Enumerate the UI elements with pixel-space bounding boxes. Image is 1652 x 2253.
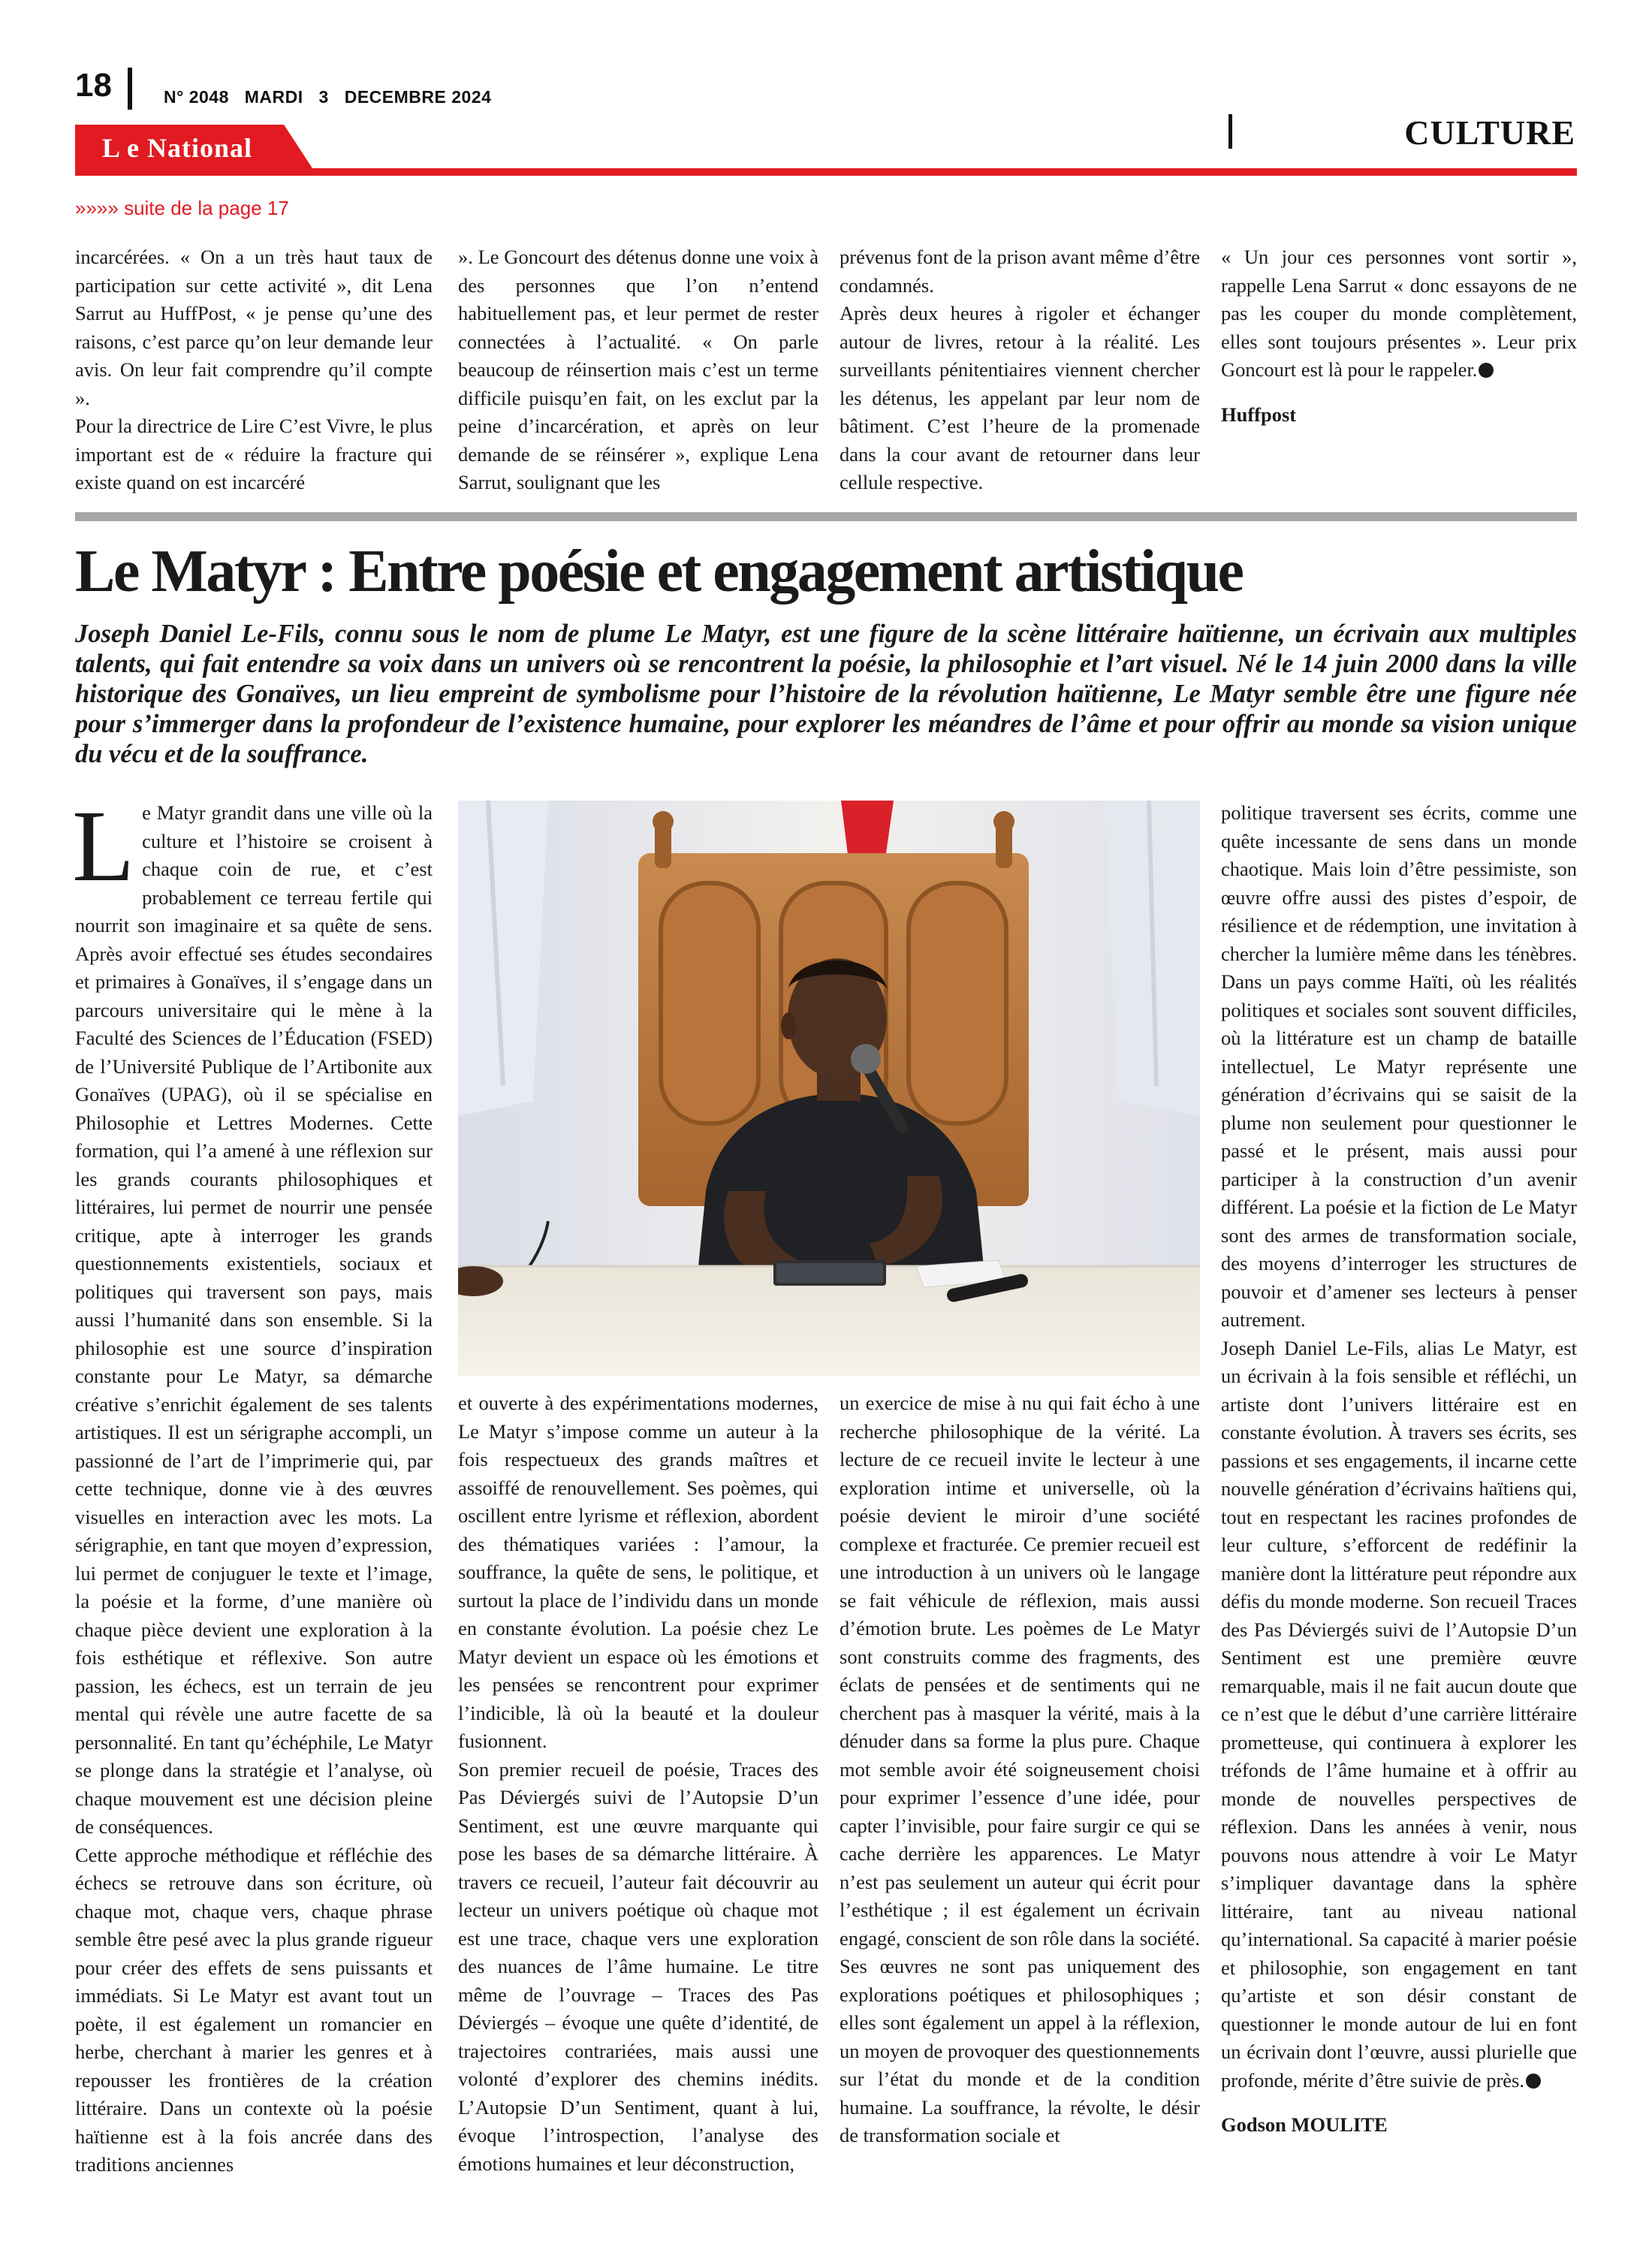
paragraph	[1221, 243, 1577, 385]
page-number-divider	[128, 68, 132, 110]
source-signature: Huffpost	[1221, 403, 1297, 426]
brand-logo-text: L e National	[102, 133, 253, 163]
article-divider	[75, 512, 1577, 521]
continued-article-column-2	[458, 243, 818, 497]
paragraph-text: Joseph Daniel Le-Fils, alias Le Matyr, est un écrivain à la fois sensible et réfléchi, un artiste dont l’univers littéraire est en constante évolution. À travers ses écrits, ses passions et ses engagements, il incarne cette nouvelle génération d’écrivains haïtiens qui, tout en respectant les racines profondes de leur culture, s’efforcent de redéfinir la manière dont la littérature peut répondre aux défis du monde moderne. Son recueil Traces des Pas Déviergés suivi de l’Autopsie D’un Sentiment est une première œuvre remarquable, mais il ne fait aucun doute que ce n’est que le début d’une carrière littéraire prometteuse, qui continuera à explorer les tréfonds de l’âme humaine et à offrir au monde de nouvelles perspectives de réflexion. Dans les années à venir, nous pouvons nous attendre à voir Le Matyr s’impliquer davantage dans la sphère littéraire, tant au niveau national qu’international. Sa capacité à marier poésie et philosophie, son engagement en tant qu’artiste et son désir constant de questionner le monde autour de lui en font un écrivain dont l’œuvre, aussi plurielle que profonde, mérite d’être suivie de près.	[1221, 1336, 1577, 2092]
issue-number: N° 2048	[164, 87, 229, 107]
paragraph: politique traversent ses écrits, comme une quête incessante de sens dans un monde chaotique. Mais loin d’être pessimiste, son œuvre offre aussi des pistes d’espoir, de résilience et de rédemption, une invitation à chercher la lumière même dans les ténèbres. Dans un pays comme Haïti, où les réalités politiques et sociales sont souvent difficiles, où la littérature est un champ de bataille intellectuel, Le Matyr représente une génération d’écrivains qui se saisit de la plume non seulement pour questionner le passé et le présent, mais aussi pour participer à la construction d’un avenir différent. La poésie et la fiction de Le Matyr sont des armes de transformation sociale, des moyens d’interroger les structures de pouvoir et d’amener ses lecteurs à penser autrement.	[1221, 801, 1577, 1331]
continued-article-column-3	[840, 243, 1200, 497]
continued-article-column-4	[1221, 243, 1577, 429]
paragraph-text: « Un jour ces personnes vont sortir », rappelle Lena Sarrut « donc essayons de ne pas les couper du monde complètement, elles sont toujours présentes ». Leur prix Goncourt est là pour le rappeler.	[1221, 246, 1577, 381]
paragraph: ». Le Goncourt des détenus donne une voix à des personnes que l’on n’entend habituellement pas, et leur permet de rester connectées à l’actualité. « On parle beaucoup de réinsertion mais c’est un terme difficile puisqu’en fait, on les exclut par la peine d’incarcération, et après on leur demande de se réinsérer », explique Lena Sarrut, soulignant que les	[458, 246, 818, 493]
article-lede: Joseph Daniel Le-Fils, connu sous le nom de plume Le Matyr, est une figure de la scène littéraire haïtienne, un écrivain aux multiples talents, qui fait entendre sa voix dans un univers où se rencontrent la poésie, la philosophie et l’art visuel. Né le 14 juin 2000 dans la ville historique des Gonaïves, un lieu empreint de symbolisme pour l’histoire de la révolution haïtienne, Le Matyr semble être une figure née pour s’immerger dans la profondeur de l’existence humaine, pour explorer les méandres de l’âme et pour offrir au monde sa vision unique du vécu et de la souffrance.	[75, 620, 1577, 768]
issue-line	[164, 87, 502, 107]
paragraph: Cette approche méthodique et réfléchie des échecs se retrouve dans son écriture, où chaque mot, chaque vers, chaque phrase semble être pesé avec la plus grande rigueur pour créer des effets de sens puissants et immédiats. Si Le Matyr est avant tout un poète, il est également un romancier en herbe, cherchant à marier les genres et à repousser les frontières de la création littéraire. Dans un contexte où la poésie haïtienne est à la fois ancrée dans des traditions anciennes	[75, 1843, 433, 2176]
paragraph: prévenus font de la prison avant même d’être condamnés.	[840, 246, 1200, 297]
end-mark-icon	[1479, 363, 1494, 378]
article-column-1	[72, 790, 433, 2179]
end-mark-icon	[1526, 2074, 1541, 2089]
paragraph: Son premier recueil de poésie, Traces des Pas Déviergés suivi de l’Autopsie D’un Sentiment, est une œuvre marquante qui pose les bases de sa démarche littéraire. À travers ce recueil, l’auteur fait découvrir au lecteur un univers poétique où chaque mot est une trace, chaque vers une exploration des nuances de l’âme humaine. Le titre même de l’ouvrage – Traces des Pas Déviergés – évoque une quête d’identité, de trajectoires contrariées, mais aussi une volonté d’explorer des chemins inédits. L’Autopsie D’un Sentiment, quant à lui, évoque l’introspection, l’analyse des émotions humaines et leur déconstruction,	[458, 1757, 818, 2175]
article-photo	[458, 801, 1200, 1376]
section-divider	[1228, 114, 1232, 149]
article-headline: Le Matyr : Entre poésie et engagement artistique	[75, 538, 1243, 605]
page-number: 18	[75, 67, 112, 104]
section-title: CULTURE	[1404, 113, 1575, 152]
drop-cap: L	[72, 790, 135, 903]
paragraph	[72, 790, 433, 1841]
continuation-note: »»»» suite de la page 17	[75, 197, 289, 219]
issue-day: 3	[318, 87, 329, 107]
continued-article-column-1	[75, 243, 433, 497]
author-signature: Godson MOULITE	[1221, 2113, 1388, 2136]
article-column-3	[840, 1389, 1200, 2150]
paragraph: Pour la directrice de Lire C’est Vivre, le plus important est de « réduire la fracture qui existe quand on est incarcéré	[75, 415, 433, 493]
paragraph: Après deux heures à rigoler et échanger autour de livres, retour à la réalité. Les surveillants pénitentiaires viennent chercher les détenus, les appelant par leur nom de bâtiment. C’est l’heure de la promenade dans la cour avant de retourner dans leur cellule respective.	[840, 302, 1200, 493]
issue-weekday: MARDI	[244, 87, 303, 107]
article-column-2	[458, 1389, 818, 2178]
paragraph-text: e Matyr grandit dans une ville où la culture et l’histoire se croisent à chaque coin de rue, et c’est probablement ce terreau fertile qui nourrit son imaginaire et sa quête de sens. Après avoir effectué ses études secondaires et primaires à Gonaïves, il s’engage dans un parcours universitaire qui le mène à la Faculté des Sciences de l’Éducation (FSED) de l’Université Publique de l’Artibonite aux Gonaïves (UPAG), où il se spécialise en Philosophie et Lettres Modernes. Cette formation, qui l’a amené à une réflexion sur les grands courants philosophiques et littéraires, lui permet de nourrir une pensée critique, apte à interroger les grands questionnements existentiels, sociaux et politiques qui traversent son pays, mais aussi l’humanité dans son ensemble. Si la philosophie est une source d’inspiration constante pour Le Matyr, sa démarche créative s’enrichit également de ses talents artistiques. Il est un sérigraphe accompli, un passionné de l’art de l’imprimerie qui, par cette technique, donne vie à des œuvres visuelles en interaction avec les mots. La sérigraphie, en tant que moyen d’expression, lui permet de conjuguer le texte et l’image, la poésie et la forme, d’une manière où chaque pièce devient une exploration à la fois esthétique et réflexive. Son autre passion, les échecs, est un terrain de jeu mental qui révèle une autre facette de sa personnalité. En tant qu’échéphile, Le Matyr se plonge dans la stratégie et l’analyse, où chaque mouvement est une décision pleine de conséquences.	[75, 801, 433, 1838]
paragraph	[1221, 1335, 1577, 2095]
header-rule	[75, 168, 1577, 176]
paragraph: et ouverte à des expérimentations modernes, Le Matyr s’impose comme un auteur à la fois respectueux des grands maîtres et assoiffé de renouvellement. Ses poèmes, qui oscillent entre lyrisme et réflexion, abordent des thématiques variées : l’amour, la souffrance, la quête de sens, le politique, et surtout la place de l’individu dans un monde en constante évolution. La poésie chez Le Matyr devient un espace où les émotions et les pensées se rencontrent pour exprimer l’indicible, là où la beauté et la douleur fusionnent.	[458, 1392, 818, 1752]
issue-month-year: DECEMBRE 2024	[344, 87, 492, 107]
paragraph: un exercice de mise à nu qui fait écho à une recherche philosophique de la vérité. La lecture de ce recueil invite le lecteur à une exploration intime et universelle, où la poésie devient le miroir d’une société complexe et fracturée. Ce premier recueil est une introduction à un univers où le langage se fait véhicule de réflexion, mais aussi d’émotion brute. Les poèmes de Le Matyr sont construits comme des fragments, des éclats de pensées et de sentiments qui ne cherchent pas à masquer la vérité, mais à la dénuder dans sa forme la plus pure. Chaque mot semble avoir été soigneusement choisi pour exprimer l’essence d’une idée, pour capter l’invisible, pour faire surgir ce qui se cache derrière les apparences. Le Matyr n’est pas seulement un auteur qui écrit pour l’esthétique ; il est également un écrivain engagé, conscient de son rôle dans la société. Ses œuvres ne sont pas uniquement des explorations poétiques et philosophiques ; elles sont également un appel à la réflexion, un moyen de provoquer des questionnements sur l’état du monde et de la condition humaine. La souffrance, la révolte, le désir de transformation sociale et	[840, 1392, 1200, 2146]
article-column-4	[1221, 799, 1577, 2140]
paragraph: incarcérées. « On a un très haut taux de participation sur cette activité », dit Lena Sarrut au HuffPost, « je pense qu’une des raisons, c’est parce qu’on leur demande leur avis. On leur fait comprendre qu’il compte ».	[75, 246, 433, 409]
photo-portrait-speaker	[458, 801, 1200, 1376]
